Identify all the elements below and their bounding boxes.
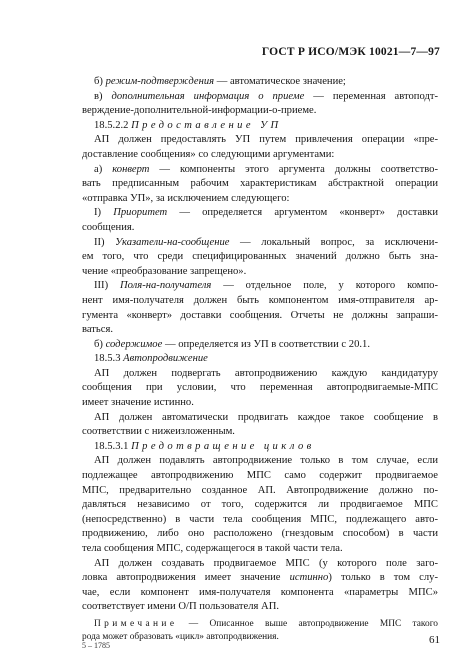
text-run: — определяется аргументом «конверт» доставки [167,207,438,219]
text-line [82,133,438,148]
document-body [82,75,438,644]
text-run: ваться. [82,324,113,336]
text-line [82,163,438,178]
text-line [82,221,438,236]
text-line [82,469,438,484]
text-line [82,381,438,396]
text-run: — локальный вопрос, за исключени- [229,236,438,248]
text-run: МПС, предварительно созданное АП. Автопродвижение должно по- [82,484,438,496]
text-line [82,206,438,221]
text-run: подлежащее автопродвижению МПС само содержит продвигаемое [82,470,438,482]
italic-term: Приоритет [113,207,168,219]
print-code: 5 – 1785 [82,641,110,650]
text-line [82,338,438,353]
note-block [82,618,438,644]
text-line [82,498,438,513]
text-line [82,265,438,280]
italic-term: конверт [112,163,150,175]
note-line [82,631,438,644]
text-run: верждение-дополнительной-информации-о-приеме. [82,105,317,117]
text-line [82,148,438,163]
text-run: — определяется из УП в соответствии с 20.1. [162,338,370,350]
text-line [82,90,438,105]
italic-term: содержимое [105,338,163,350]
paragraph-lines [82,75,438,615]
text-run: сообщения. [82,221,135,233]
text-line [82,440,438,455]
text-run: АП должен подвергать автопродвижению каждую кандидатуру [94,367,438,379]
page-number: 61 [429,634,440,646]
text-run: АП должен автоматически продвигать каждое такое сообщение в [94,411,438,423]
text-run: — Описанное выше автопродвижение МПС такого [177,618,438,629]
text-line [82,513,438,528]
text-line [82,309,438,324]
text-run: чение «преобразование запрещено». [82,265,247,277]
text-run: ловка автопродвижения имеет значение [82,572,290,584]
text-run: а) [94,163,113,175]
text-run: соответствии с нижеизложенным. [82,426,235,438]
text-line [82,586,438,601]
italic-term: Поля-на-получателя [119,280,212,292]
text-run: чае, если компонент имя-получателя компонента «параметры МПС» [82,586,438,598]
text-run: рода может образовать «цикл» автопродвижения. [82,631,279,642]
text-run: 18.5.3.1 [94,440,132,452]
text-line [82,250,438,265]
text-run: «отправка УП», за исключением следующего: [82,192,290,204]
text-run: — отдельное поле, у которого компо- [211,280,438,292]
text-line [82,425,438,440]
text-run: 18.5.3 [94,353,124,365]
text-run: 18.5.2.2 [94,119,132,131]
text-run: АП должен создавать продвигаемое МПС (у которого поле заго- [94,557,438,569]
text-line [82,294,438,309]
text-run: соответствует имени О/П пользователя АП. [82,601,279,613]
text-line [82,527,438,542]
text-line [82,236,438,251]
text-run: ) только в том слу- [328,572,438,584]
text-line [82,396,438,411]
text-line [82,75,438,90]
text-line [82,323,438,338]
text-run: б) [94,76,106,87]
text-run: давляться независимо от того, содержится ли продвигаемое МПС [82,499,438,511]
text-run: I) [94,207,114,219]
text-run: имеет значение истинно. [82,397,194,409]
text-line [82,119,438,134]
text-run: (непосредственно) в части тела сообщения МПС, подлежащего авто- [82,513,438,525]
text-line [82,571,438,586]
text-run: сообщения при условии, что переменная автопродвигаемые-МПС [82,382,438,394]
italic-term: режим-подтверждения [105,76,215,87]
text-line [82,600,438,615]
page-header: ГОСТ Р ИСО/МЭК 10021—7—97 [261,46,440,58]
text-run: доставление сообщения» со следующими аргументами: [82,148,335,160]
text-run: — переменная автоподт- [304,90,438,102]
text-run: б) [94,338,106,350]
text-run: — автоматическое значение; [214,76,346,87]
text-run: в) [94,90,112,102]
text-line [82,192,438,207]
text-line [82,352,438,367]
italic-term: Предоставление УП [131,119,282,131]
text-run: продвижению, либо оно расположено (гнездовым способом) в части [82,528,438,540]
italic-term: истинно [289,572,329,584]
italic-term: дополнительная информация о приеме [111,90,305,102]
text-run: гумента «конверт» доставки сообщения. Отчеты не должны запраши- [82,309,438,321]
text-line [82,557,438,572]
text-run: вать предписанным рабочим характеристикам абстрактной операции [82,178,438,190]
text-line [82,542,438,557]
text-line [82,177,438,192]
text-line [82,411,438,426]
text-run: нент имя-получателя должен быть компонентом имя-отправителя ар- [82,294,438,306]
italic-term: Предотвращение циклов [131,440,315,452]
text-line [82,454,438,469]
note-line [82,618,438,631]
text-run: тела сообщения МПС, содержащегося в такой части тела. [82,543,343,554]
text-run: — компоненты этого аргумента должны соответство- [149,163,438,175]
text-run: АП должен подавлять автопродвижение только в том случае, если [94,455,438,467]
text-line [82,367,438,382]
text-line [82,484,438,499]
text-line [82,279,438,294]
italic-term: Указатели-на-сообщение [115,236,230,248]
text-line [82,104,438,119]
text-run: ем того, что среди специфицированных значений должно быть зна- [82,251,438,263]
text-run: II) [94,236,116,248]
text-run: АП должен предоставлять УП путем привлечения операции «пре- [94,134,438,146]
italic-term: Автопродвижение [123,353,208,365]
spaced-text: Примечание [94,618,178,629]
text-run: III) [94,280,120,292]
